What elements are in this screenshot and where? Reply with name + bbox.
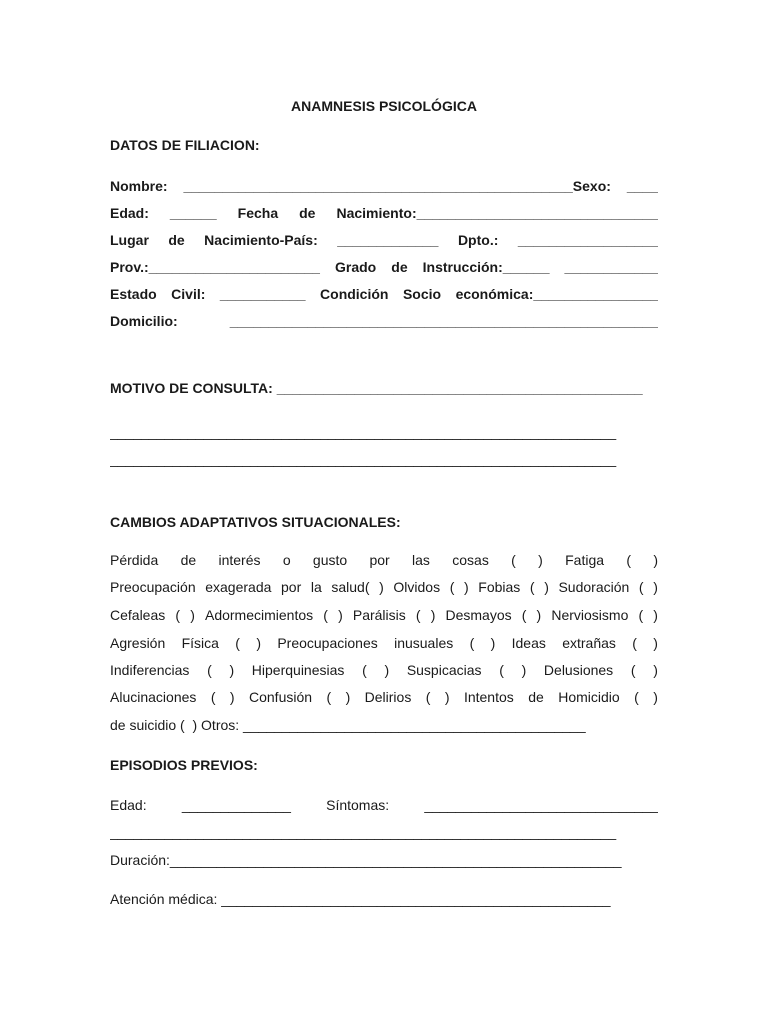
text-word: (	[638, 579, 644, 595]
blank-nombre-sexo: __________________________________________________Sexo:	[183, 178, 611, 194]
blank-estado-civil: ___________	[219, 286, 306, 302]
text-word: )	[653, 579, 658, 595]
text-word: (	[326, 689, 332, 705]
blank-pais: _____________	[337, 232, 439, 248]
cambios-line-1	[110, 551, 658, 569]
text-word: Hiperquinesias	[251, 662, 345, 678]
text-word: Preocupación	[110, 579, 196, 595]
cambios-line-5	[110, 661, 658, 679]
field-domicilio	[110, 312, 658, 330]
field-estado-civil-condicion	[110, 285, 658, 303]
text-word: )	[229, 662, 235, 678]
text-word: (	[362, 662, 367, 678]
section-heading-cambios: CAMBIOS ADAPTATIVOS SITUACIONALES:	[110, 514, 401, 530]
text-word: Sudoración	[558, 579, 630, 595]
text-word: )	[521, 662, 527, 678]
episodios-edad-sintomas	[110, 796, 658, 814]
text-word: Parálisis	[352, 607, 406, 623]
text-word: (	[449, 579, 455, 595]
text-word: )	[444, 689, 450, 705]
text-word: Física	[181, 635, 219, 651]
text-word: extrañas	[562, 635, 616, 651]
text-word: (	[207, 662, 212, 678]
text-word: Indiferencias	[110, 662, 190, 678]
text-word: )	[463, 579, 469, 595]
text-word: Condición	[320, 286, 389, 302]
text-word: Cefaleas	[110, 607, 166, 623]
text-word: )	[379, 579, 384, 595]
blank-sintomas: ______________________________	[424, 797, 658, 813]
text-word: por	[369, 552, 390, 568]
text-word: Adormecimientos	[204, 607, 314, 623]
text-word: salud(	[331, 579, 370, 595]
cambios-line-6	[110, 688, 658, 706]
text-word: Nerviosismo	[551, 607, 629, 623]
blank-edad: ______	[169, 205, 217, 221]
text-word: )	[229, 689, 235, 705]
text-word: o	[282, 552, 291, 568]
blank-domicilio: _______________________________________________________	[229, 313, 658, 329]
text-word: )	[490, 635, 496, 651]
text-word: )	[653, 689, 658, 705]
label-nombre: Nombre:	[110, 178, 168, 194]
label-instruccion: Instrucción:______	[422, 259, 550, 275]
blank-dpto: __________________	[517, 232, 658, 248]
text-word: Delusiones	[543, 662, 614, 678]
text-word: las	[412, 552, 430, 568]
document-title: ANAMNESIS PSICOLÓGICA	[291, 98, 477, 114]
text-word: (	[499, 662, 504, 678]
text-word: de	[299, 205, 316, 221]
label-civil: Civil:	[171, 286, 206, 302]
text-word: )	[536, 607, 542, 623]
blank-sexo: ____	[626, 178, 658, 194]
text-word: de	[180, 552, 197, 568]
text-word: Homicidio	[558, 689, 620, 705]
blank-line-motivo-2: _________________________________________________________________	[110, 451, 617, 467]
text-word: )	[653, 662, 658, 678]
cambios-line-2	[110, 578, 658, 596]
field-prov-grado	[110, 258, 658, 276]
text-word: (	[511, 552, 516, 568]
label-edad-episodio: Edad:	[110, 797, 147, 813]
field-edad-fecha-nacimiento	[110, 204, 658, 222]
text-word: )	[190, 607, 195, 623]
text-word: de	[528, 689, 544, 705]
text-word: )	[538, 552, 543, 568]
text-word: (	[469, 635, 475, 651]
blank-edad-episodio: ______________	[181, 797, 291, 813]
label-dpto: Dpto.:	[457, 232, 499, 248]
text-word: )	[345, 689, 351, 705]
text-word: Olvidos	[393, 579, 441, 595]
text-word: interés	[218, 552, 261, 568]
text-word: Ideas	[511, 635, 546, 651]
text-word: Fobias	[478, 579, 521, 595]
field-nombre-sexo	[110, 177, 658, 195]
section-heading-motivo: MOTIVO DE CONSULTA: _______________________________________________	[110, 380, 643, 396]
label-prov: Prov.:______________________	[110, 259, 320, 275]
text-word: )	[653, 635, 658, 651]
text-word: Desmayos	[445, 607, 512, 623]
episodios-blank-line: _________________________________________________________________	[110, 824, 617, 840]
text-word: por	[281, 579, 302, 595]
episodios-atencion-medica: Atención médica: __________________________________________________	[110, 891, 611, 907]
text-word: Delirios	[364, 689, 412, 705]
text-word: )	[653, 552, 658, 568]
blank-instruccion: ____________	[564, 259, 658, 275]
text-word: Grado	[334, 259, 377, 275]
text-word: )	[338, 607, 343, 623]
text-word: Fatiga	[565, 552, 605, 568]
text-word: (	[415, 607, 421, 623]
episodios-duracion: Duración:__________________________________________________________	[110, 852, 622, 868]
field-lugar-dpto	[110, 231, 658, 249]
text-word: cosas	[452, 552, 489, 568]
text-word: (	[210, 689, 216, 705]
cambios-line-7: de suicidio ( ) Otros: ____________________________________________	[110, 717, 586, 733]
text-word: (	[630, 662, 636, 678]
section-heading-filiacion: DATOS DE FILIACION:	[110, 137, 260, 153]
section-heading-episodios: EPISODIOS PREVIOS:	[110, 757, 258, 773]
text-word: (	[529, 579, 535, 595]
text-word: gusto	[312, 552, 348, 568]
text-word: Estado	[110, 286, 157, 302]
text-word: (	[638, 607, 644, 623]
text-word: la	[310, 579, 322, 595]
text-word: (	[634, 689, 639, 705]
text-word: Preocupaciones	[277, 635, 378, 651]
text-word: Confusión	[249, 689, 313, 705]
label-sintomas: Síntomas:	[326, 797, 390, 813]
text-word: (	[425, 689, 431, 705]
text-word: Lugar	[110, 232, 149, 248]
text-word: )	[384, 662, 390, 678]
label-domicilio: Domicilio:	[110, 313, 178, 329]
blank-line-motivo-1: _________________________________________________________________	[110, 424, 617, 440]
text-word: Pérdida	[110, 552, 159, 568]
text-word: )	[256, 635, 261, 651]
text-word: Socio	[402, 286, 442, 302]
text-word: Agresión	[110, 635, 166, 651]
text-word: (	[626, 552, 632, 568]
text-word: Fecha	[237, 205, 279, 221]
text-word: inusuales	[394, 635, 454, 651]
text-word: (	[323, 607, 328, 623]
label-nacimiento-pais: Nacimiento-País:	[204, 232, 318, 248]
label-fecha-nacimiento: Nacimiento:_______________________________	[336, 205, 658, 221]
text-word: (	[521, 607, 527, 623]
text-word: Suspicacias	[406, 662, 482, 678]
text-word: exagerada	[205, 579, 272, 595]
text-word: (	[235, 635, 240, 651]
label-economica: económica:________________	[455, 286, 658, 302]
text-word: )	[544, 579, 549, 595]
cambios-line-3	[110, 606, 658, 624]
text-word: (	[632, 635, 637, 651]
text-word: )	[653, 607, 658, 623]
text-word: de	[168, 232, 185, 248]
text-word: Alucinaciones	[110, 689, 197, 705]
label-edad: Edad:	[110, 205, 149, 221]
text-word: de	[391, 259, 408, 275]
text-word: (	[175, 607, 181, 623]
text-word: )	[430, 607, 436, 623]
cambios-line-4	[110, 634, 658, 652]
text-word: Intentos	[463, 689, 514, 705]
